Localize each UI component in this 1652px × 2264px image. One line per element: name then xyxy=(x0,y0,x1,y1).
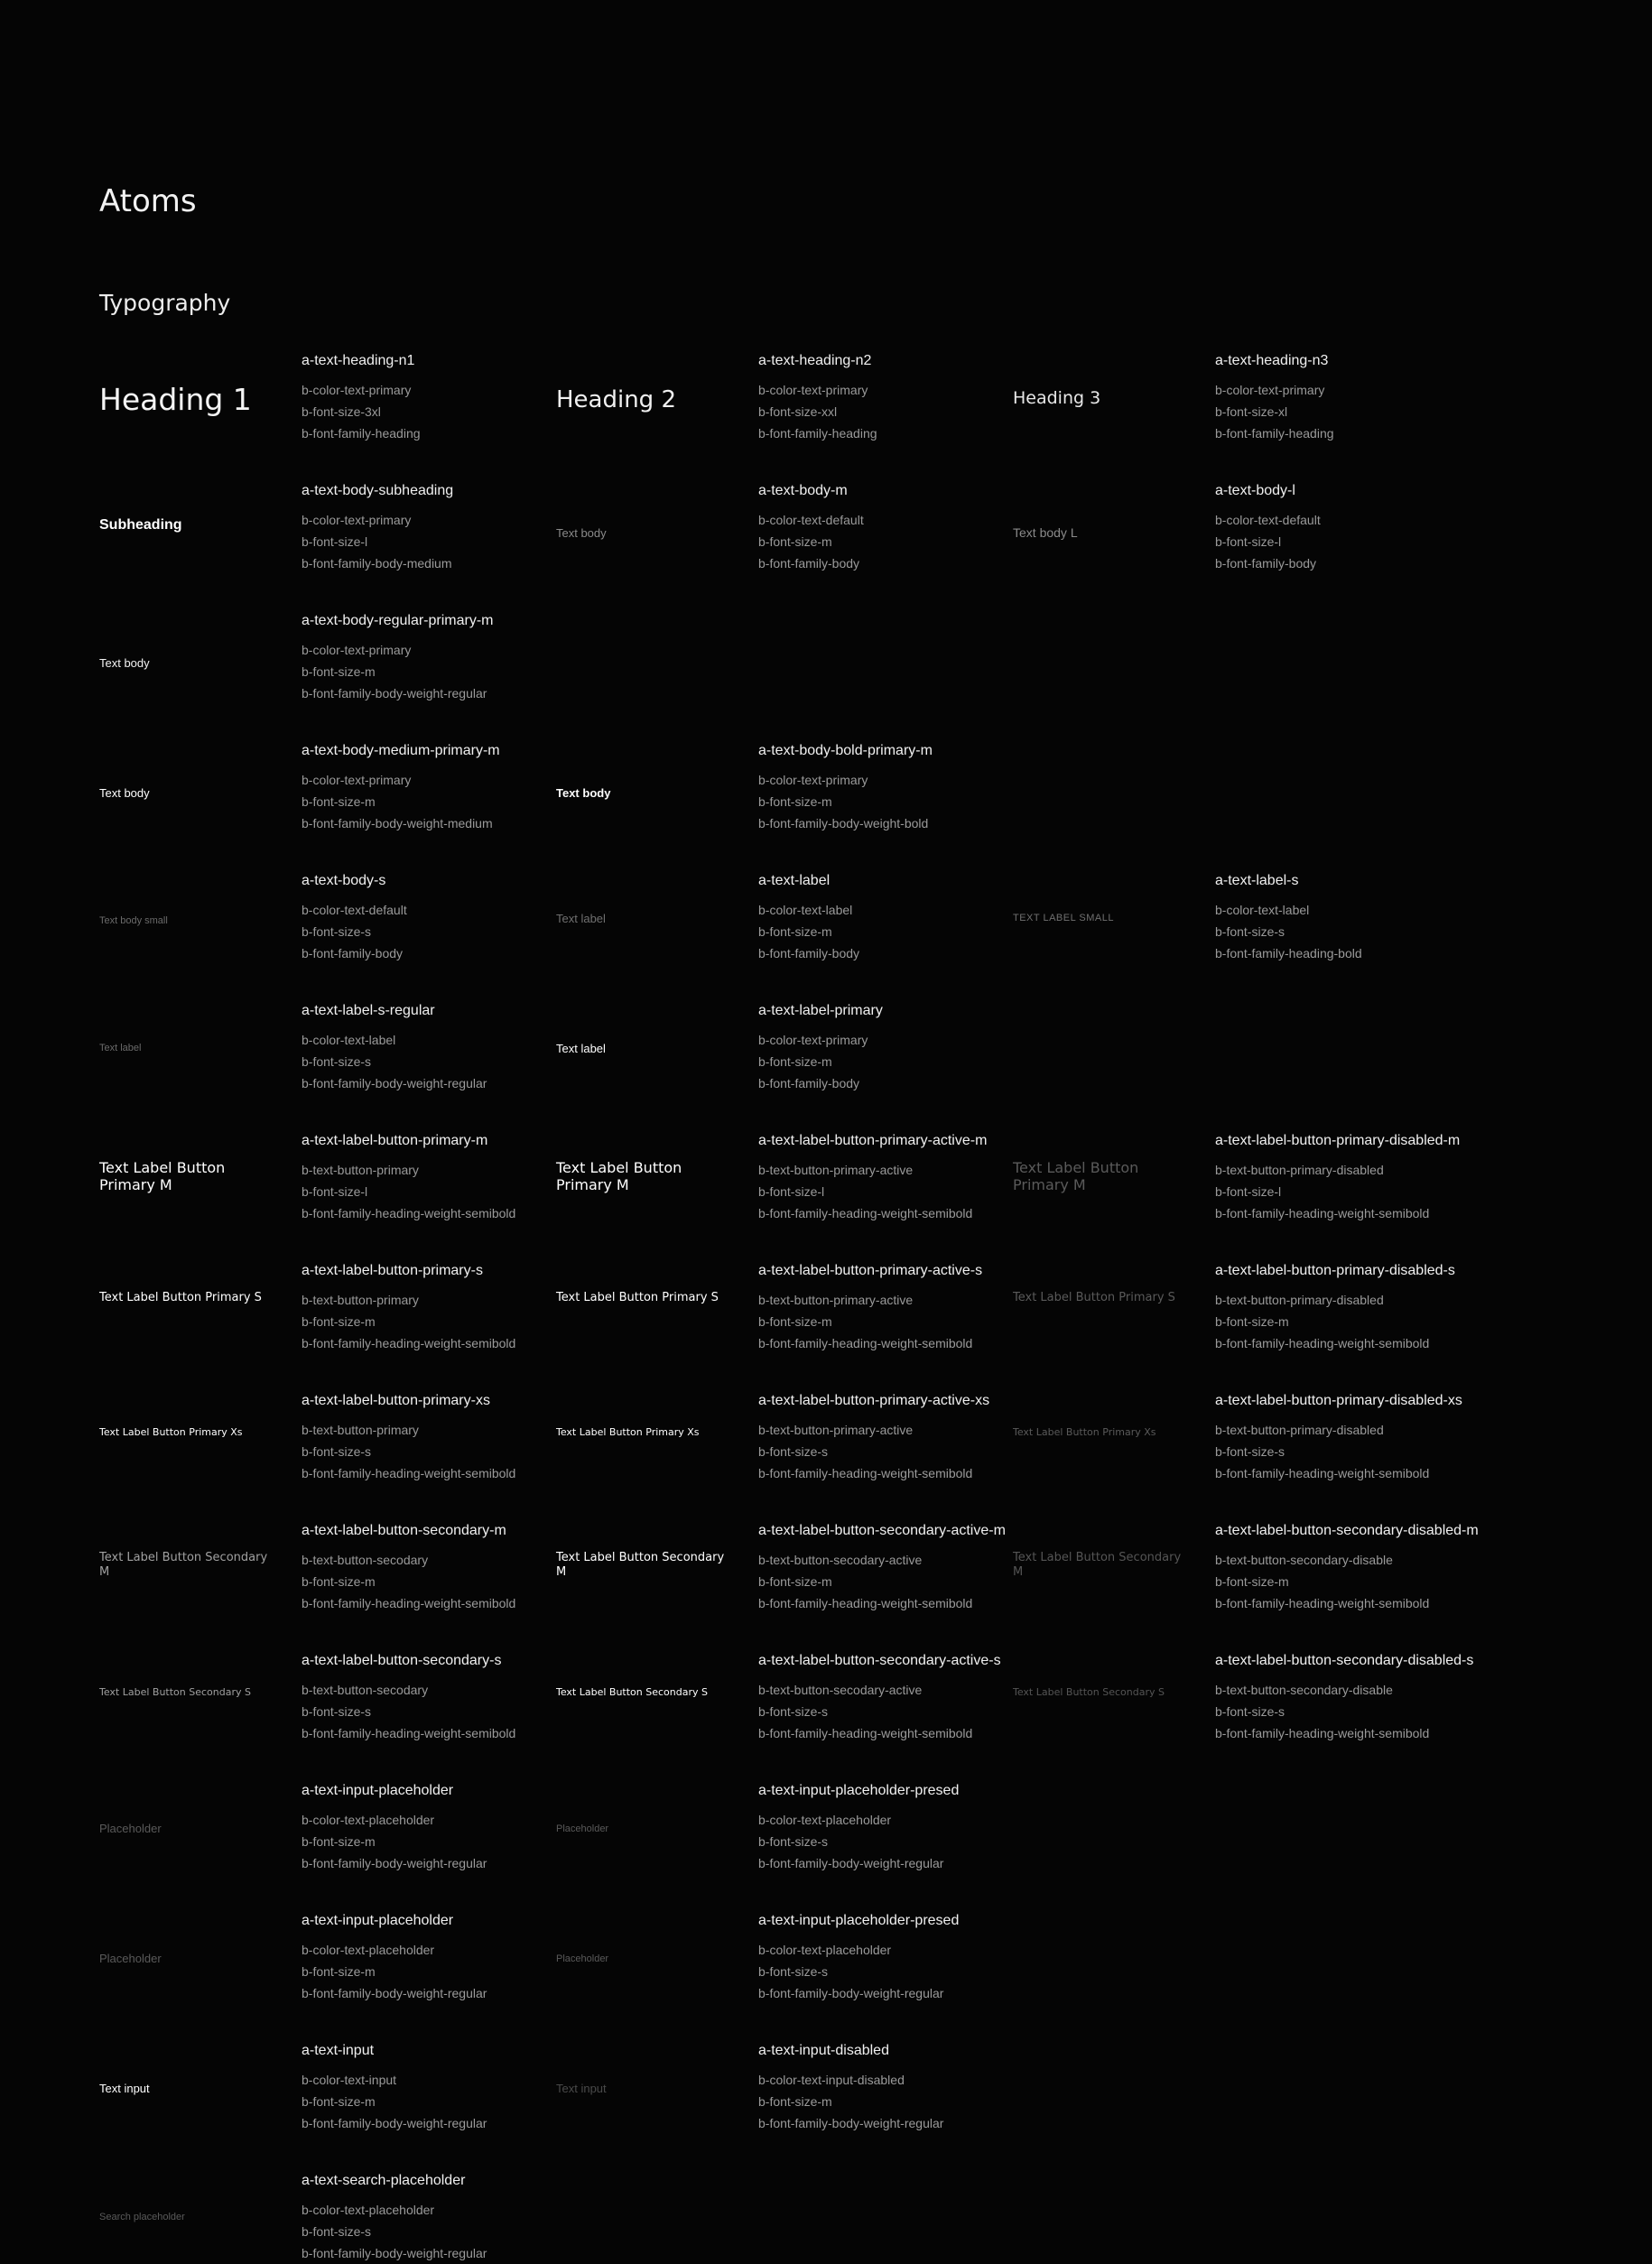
sample-button-primary-m: Text Label Button Primary M xyxy=(99,1159,226,1194)
token-color: b-color-text-label xyxy=(302,1033,396,1047)
token-size: b-font-size-m xyxy=(302,1314,376,1329)
token-spec-label-s xyxy=(1215,872,1486,964)
token-family: b-font-family-heading-weight-semibold xyxy=(302,1726,516,1740)
token-family: b-font-family-body xyxy=(302,946,404,960)
token-size: b-font-size-l xyxy=(1215,534,1282,549)
token-name: a-text-input-placeholder xyxy=(302,1783,454,1798)
token-color: b-text-button-primary xyxy=(302,1293,419,1307)
token-family: b-font-family-body-weight-regular xyxy=(302,1856,487,1870)
token-size: b-font-size-s xyxy=(758,1964,829,1979)
token-size: b-font-size-m xyxy=(758,924,832,939)
token-size: b-font-size-l xyxy=(302,534,368,549)
token-spec-button-primary-active-xs xyxy=(758,1392,1029,1484)
token-size: b-font-size-m xyxy=(758,2094,832,2109)
token-color: b-color-text-primary xyxy=(302,643,412,657)
token-family: b-font-family-heading-weight-semibold xyxy=(302,1596,516,1610)
token-spec-body-regular-primary-m xyxy=(302,612,572,704)
token-name: a-text-body-m xyxy=(758,483,848,498)
token-size: b-font-size-m xyxy=(758,794,832,809)
token-color: b-color-text-primary xyxy=(302,383,412,397)
token-spec-button-primary-xs xyxy=(302,1392,572,1484)
token-size: b-font-size-xxl xyxy=(758,404,838,419)
sample-button-primary-disabled-m: Text Label Button Primary M xyxy=(1013,1159,1139,1194)
token-family: b-font-family-body-weight-regular xyxy=(302,1986,487,2000)
sample-placeholder-pressed: Placeholder xyxy=(556,1953,609,1964)
token-color: b-text-button-secodary-active xyxy=(758,1683,923,1697)
token-size: b-font-size-m xyxy=(1215,1574,1289,1589)
token-color: b-color-text-primary xyxy=(758,773,868,787)
token-name: a-text-label-button-primary-active-s xyxy=(758,1263,983,1278)
section-title: Typography xyxy=(99,290,231,316)
token-family: b-font-family-body-weight-medium xyxy=(302,816,493,830)
token-spec-heading-n3 xyxy=(1215,352,1486,444)
page-title: Atoms xyxy=(99,183,197,219)
sample-search-placeholder: Search placeholder xyxy=(99,2212,185,2222)
sample-button-primary-active-m: Text Label Button Primary M xyxy=(556,1159,682,1194)
token-color: b-text-button-secodary xyxy=(302,1683,429,1697)
token-name: a-text-label-button-primary-m xyxy=(302,1133,488,1148)
token-name: a-text-heading-n1 xyxy=(302,353,415,368)
token-color: b-color-text-placeholder xyxy=(302,1943,435,1957)
token-name: a-text-label-button-secondary-m xyxy=(302,1523,506,1538)
token-family: b-font-family-heading-weight-semibold xyxy=(1215,1726,1430,1740)
token-family: b-font-family-heading-weight-semibold xyxy=(302,1206,516,1220)
token-color: b-color-text-label xyxy=(1215,903,1310,917)
token-size: b-font-size-m xyxy=(302,1964,376,1979)
token-name: a-text-heading-n3 xyxy=(1215,353,1329,368)
token-spec-button-primary-disabled-m xyxy=(1215,1132,1486,1224)
token-color: b-text-button-primary xyxy=(302,1163,419,1177)
sample-button-primary-xs: Text Label Button Primary Xs xyxy=(99,1426,243,1438)
token-family: b-font-family-body-weight-regular xyxy=(302,686,487,701)
token-family: b-font-family-body-weight-regular xyxy=(302,2116,487,2130)
token-name: a-text-label-button-primary-disabled-s xyxy=(1215,1263,1455,1278)
token-family: b-font-family-heading-weight-semibold xyxy=(758,1336,973,1350)
token-name: a-text-label-primary xyxy=(758,1003,883,1018)
token-name: a-text-label-button-primary-active-m xyxy=(758,1133,988,1148)
token-color: b-text-button-primary-disabled xyxy=(1215,1293,1384,1307)
token-spec-button-primary-active-m xyxy=(758,1132,1029,1224)
token-name: a-text-label-button-secondary-disabled-s xyxy=(1215,1653,1474,1668)
token-name: a-text-input-placeholder-presed xyxy=(758,1783,960,1798)
token-family: b-font-family-heading xyxy=(1215,426,1334,441)
token-size: b-font-size-m xyxy=(758,1574,832,1589)
token-name: a-text-label-button-secondary-s xyxy=(302,1653,502,1668)
sample-heading-1: Heading 1 xyxy=(99,382,252,417)
token-spec-input-disabled xyxy=(758,2042,1029,2134)
sample-placeholder: Placeholder xyxy=(99,1822,162,1835)
token-name: a-text-body-s xyxy=(302,873,386,888)
token-spec-button-primary-s xyxy=(302,1262,572,1354)
token-name: a-text-body-subheading xyxy=(302,483,454,498)
token-name: a-text-label-s xyxy=(1215,873,1299,888)
token-size: b-font-size-s xyxy=(1215,924,1285,939)
token-name: a-text-body-bold-primary-m xyxy=(758,743,933,758)
token-size: b-font-size-l xyxy=(758,1184,825,1199)
token-name: a-text-heading-n2 xyxy=(758,353,872,368)
token-size: b-font-size-s xyxy=(302,1444,372,1459)
token-size: b-font-size-s xyxy=(1215,1704,1285,1719)
token-family: b-font-family-body xyxy=(758,1076,860,1090)
token-color: b-color-text-input xyxy=(302,2073,397,2087)
token-color: b-color-text-default xyxy=(302,903,407,917)
token-family: b-font-family-body-weight-regular xyxy=(302,2246,487,2260)
token-size: b-font-size-m xyxy=(302,664,376,679)
token-size: b-font-size-s xyxy=(1215,1444,1285,1459)
token-size: b-font-size-s xyxy=(758,1834,829,1849)
token-spec-button-secondary-m xyxy=(302,1522,572,1614)
token-spec-button-secondary-s xyxy=(302,1652,572,1744)
token-spec-heading-n2 xyxy=(758,352,1029,444)
sample-subheading: Subheading xyxy=(99,517,182,533)
token-size: b-font-size-s xyxy=(302,924,372,939)
token-color: b-color-text-primary xyxy=(758,1033,868,1047)
token-color: b-color-text-primary xyxy=(302,513,412,527)
token-spec-button-primary-disabled-xs xyxy=(1215,1392,1486,1484)
token-color: b-color-text-label xyxy=(758,903,853,917)
token-size: b-font-size-m xyxy=(758,1314,832,1329)
token-spec-label xyxy=(758,872,1029,964)
token-color: b-color-text-input-disabled xyxy=(758,2073,905,2087)
token-family: b-font-family-heading-weight-semibold xyxy=(758,1726,973,1740)
token-name: a-text-label-button-primary-active-xs xyxy=(758,1393,990,1408)
token-family: b-font-family-heading-weight-semibold xyxy=(1215,1206,1430,1220)
sample-placeholder-pressed: Placeholder xyxy=(556,1823,609,1834)
token-family: b-font-family-heading-weight-semibold xyxy=(1215,1336,1430,1350)
token-color: b-color-text-primary xyxy=(758,383,868,397)
token-name: a-text-label-button-primary-xs xyxy=(302,1393,490,1408)
sample-button-secondary-disabled-s: Text Label Button Secondary S xyxy=(1013,1686,1165,1698)
token-family: b-font-family-body-weight-regular xyxy=(758,1986,944,2000)
sample-button-primary-disabled-xs: Text Label Button Primary Xs xyxy=(1013,1426,1156,1438)
token-name: a-text-label-button-secondary-disabled-m xyxy=(1215,1523,1479,1538)
sample-button-secondary-active-s: Text Label Button Secondary S xyxy=(556,1686,708,1698)
token-family: b-font-family-heading xyxy=(302,426,421,441)
token-color: b-text-button-secodary xyxy=(302,1553,429,1567)
token-name: a-text-input-disabled xyxy=(758,2043,889,2058)
token-spec-button-primary-disabled-s xyxy=(1215,1262,1486,1354)
token-spec-input-placeholder xyxy=(302,1782,572,1874)
token-name: a-text-label-s-regular xyxy=(302,1003,435,1018)
token-family: b-font-family-heading-weight-semibold xyxy=(758,1466,973,1480)
token-spec-button-secondary-active-m xyxy=(758,1522,1029,1614)
token-spec-input-placeholder-presed xyxy=(758,1782,1029,1874)
token-name: a-text-body-l xyxy=(1215,483,1295,498)
token-spec-body-l xyxy=(1215,482,1486,574)
token-spec-body-m xyxy=(758,482,1029,574)
sample-text-body-small: Text body small xyxy=(99,915,168,926)
token-name: a-text-label-button-primary-disabled-xs xyxy=(1215,1393,1462,1408)
token-color: b-text-button-primary-disabled xyxy=(1215,1163,1384,1177)
token-size: b-font-size-m xyxy=(758,534,832,549)
token-spec-body-s xyxy=(302,872,572,964)
token-spec-input-placeholder xyxy=(302,1912,572,2004)
token-color: b-color-text-default xyxy=(1215,513,1321,527)
token-spec-button-primary-active-s xyxy=(758,1262,1029,1354)
token-color: b-text-button-primary-active xyxy=(758,1293,914,1307)
sample-text-body-l: Text body L xyxy=(1013,525,1078,540)
token-family: b-font-family-heading-weight-semibold xyxy=(1215,1466,1430,1480)
token-color: b-color-text-default xyxy=(758,513,864,527)
token-size: b-font-size-l xyxy=(1215,1184,1282,1199)
sample-heading-2: Heading 2 xyxy=(556,386,676,413)
sample-button-primary-disabled-s: Text Label Button Primary S xyxy=(1013,1291,1175,1304)
sample-text-body-regular: Text body xyxy=(99,656,150,670)
sample-text-input-disabled: Text input xyxy=(556,2082,607,2095)
token-family: b-font-family-body-medium xyxy=(302,556,452,571)
token-name: a-text-label xyxy=(758,873,831,888)
token-family: b-font-family-heading-bold xyxy=(1215,946,1362,960)
token-color: b-color-text-primary xyxy=(302,773,412,787)
token-family: b-font-family-heading-weight-semibold xyxy=(1215,1596,1430,1610)
sample-button-secondary-active-m: Text Label Button Secondary M xyxy=(556,1551,725,1579)
token-size: b-font-size-m xyxy=(302,2094,376,2109)
token-family: b-font-family-body xyxy=(1215,556,1317,571)
token-size: b-font-size-m xyxy=(302,1834,376,1849)
token-spec-heading-n1 xyxy=(302,352,572,444)
token-spec-body-medium-primary-m xyxy=(302,742,572,834)
token-color: b-text-button-primary-active xyxy=(758,1423,914,1437)
token-color: b-text-button-secondary-disable xyxy=(1215,1553,1393,1567)
token-family: b-font-family-body-weight-regular xyxy=(302,1076,487,1090)
token-spec-search-placeholder xyxy=(302,2172,572,2264)
token-name: a-text-search-placeholder xyxy=(302,2173,466,2188)
token-name: a-text-label-button-primary-s xyxy=(302,1263,483,1278)
token-size: b-font-size-s xyxy=(758,1444,829,1459)
token-color: b-color-text-placeholder xyxy=(758,1943,892,1957)
sample-button-secondary-disabled-m: Text Label Button Secondary M xyxy=(1013,1551,1182,1579)
sample-button-primary-active-xs: Text Label Button Primary Xs xyxy=(556,1426,700,1438)
token-size: b-font-size-m xyxy=(758,1054,832,1069)
token-color: b-text-button-primary xyxy=(302,1423,419,1437)
sample-button-primary-active-s: Text Label Button Primary S xyxy=(556,1291,719,1304)
token-family: b-font-family-heading xyxy=(758,426,877,441)
token-family: b-font-family-body-weight-bold xyxy=(758,816,929,830)
sample-text-input: Text input xyxy=(99,2082,150,2095)
token-spec-button-secondary-disabled-m xyxy=(1215,1522,1486,1614)
sample-text-body-medium: Text body xyxy=(99,786,150,800)
token-family: b-font-family-body xyxy=(758,556,860,571)
token-spec-button-secondary-active-s xyxy=(758,1652,1029,1744)
token-size: b-font-size-s xyxy=(302,2224,372,2239)
token-color: b-text-button-secodary-active xyxy=(758,1553,923,1567)
token-family: b-font-family-heading-weight-semibold xyxy=(302,1336,516,1350)
sample-button-primary-s: Text Label Button Primary S xyxy=(99,1291,262,1304)
sample-text-label-primary: Text label xyxy=(556,1042,606,1055)
token-color: b-text-button-primary-disabled xyxy=(1215,1423,1384,1437)
token-size: b-font-size-3xl xyxy=(302,404,381,419)
token-size: b-font-size-xl xyxy=(1215,404,1288,419)
token-color: b-color-text-placeholder xyxy=(302,1813,435,1827)
token-spec-body-subheading xyxy=(302,482,572,574)
token-name: a-text-input-placeholder-presed xyxy=(758,1913,960,1928)
sample-text-body: Text body xyxy=(556,526,607,540)
token-size: b-font-size-s xyxy=(302,1054,372,1069)
token-size: b-font-size-m xyxy=(302,794,376,809)
token-name: a-text-body-regular-primary-m xyxy=(302,613,494,628)
token-spec-button-primary-m xyxy=(302,1132,572,1224)
token-name: a-text-input-placeholder xyxy=(302,1913,454,1928)
token-family: b-font-family-body-weight-regular xyxy=(758,1856,944,1870)
token-family: b-font-family-heading-weight-semibold xyxy=(758,1206,973,1220)
sample-button-secondary-s: Text Label Button Secondary S xyxy=(99,1686,251,1698)
token-color: b-color-text-placeholder xyxy=(758,1813,892,1827)
token-color: b-text-button-primary-active xyxy=(758,1163,914,1177)
token-spec-button-secondary-disabled-s xyxy=(1215,1652,1486,1744)
token-name: a-text-label-button-secondary-active-m xyxy=(758,1523,1006,1538)
token-size: b-font-size-l xyxy=(302,1184,368,1199)
token-name: a-text-label-button-secondary-active-s xyxy=(758,1653,1001,1668)
token-spec-input-placeholder-presed xyxy=(758,1912,1029,2004)
token-size: b-font-size-s xyxy=(758,1704,829,1719)
sample-button-secondary-m: Text Label Button Secondary M xyxy=(99,1551,268,1579)
token-spec-label-s-regular xyxy=(302,1002,572,1094)
token-size: b-font-size-s xyxy=(302,1704,372,1719)
token-family: b-font-family-heading-weight-semibold xyxy=(758,1596,973,1610)
sample-heading-3: Heading 3 xyxy=(1013,388,1101,408)
token-color: b-color-text-placeholder xyxy=(302,2203,435,2217)
token-color: b-color-text-primary xyxy=(1215,383,1325,397)
token-size: b-font-size-m xyxy=(1215,1314,1289,1329)
token-name: a-text-input xyxy=(302,2043,375,2058)
sample-placeholder: Placeholder xyxy=(99,1952,162,1965)
sample-text-label-s-regular: Text label xyxy=(99,1043,142,1053)
token-spec-input xyxy=(302,2042,572,2134)
token-spec-label-primary xyxy=(758,1002,1029,1094)
token-name: a-text-label-button-primary-disabled-m xyxy=(1215,1133,1461,1148)
token-color: b-text-button-secondary-disable xyxy=(1215,1683,1393,1697)
token-spec-body-bold-primary-m xyxy=(758,742,1029,834)
token-size: b-font-size-m xyxy=(302,1574,376,1589)
token-family: b-font-family-heading-weight-semibold xyxy=(302,1466,516,1480)
sample-text-body-bold: Text body xyxy=(556,786,611,800)
token-family: b-font-family-body xyxy=(758,946,860,960)
token-name: a-text-body-medium-primary-m xyxy=(302,743,500,758)
sample-text-label-small: TEXT LABEL SMALL xyxy=(1013,913,1114,923)
sample-text-label: Text label xyxy=(556,912,606,925)
token-family: b-font-family-body-weight-regular xyxy=(758,2116,944,2130)
